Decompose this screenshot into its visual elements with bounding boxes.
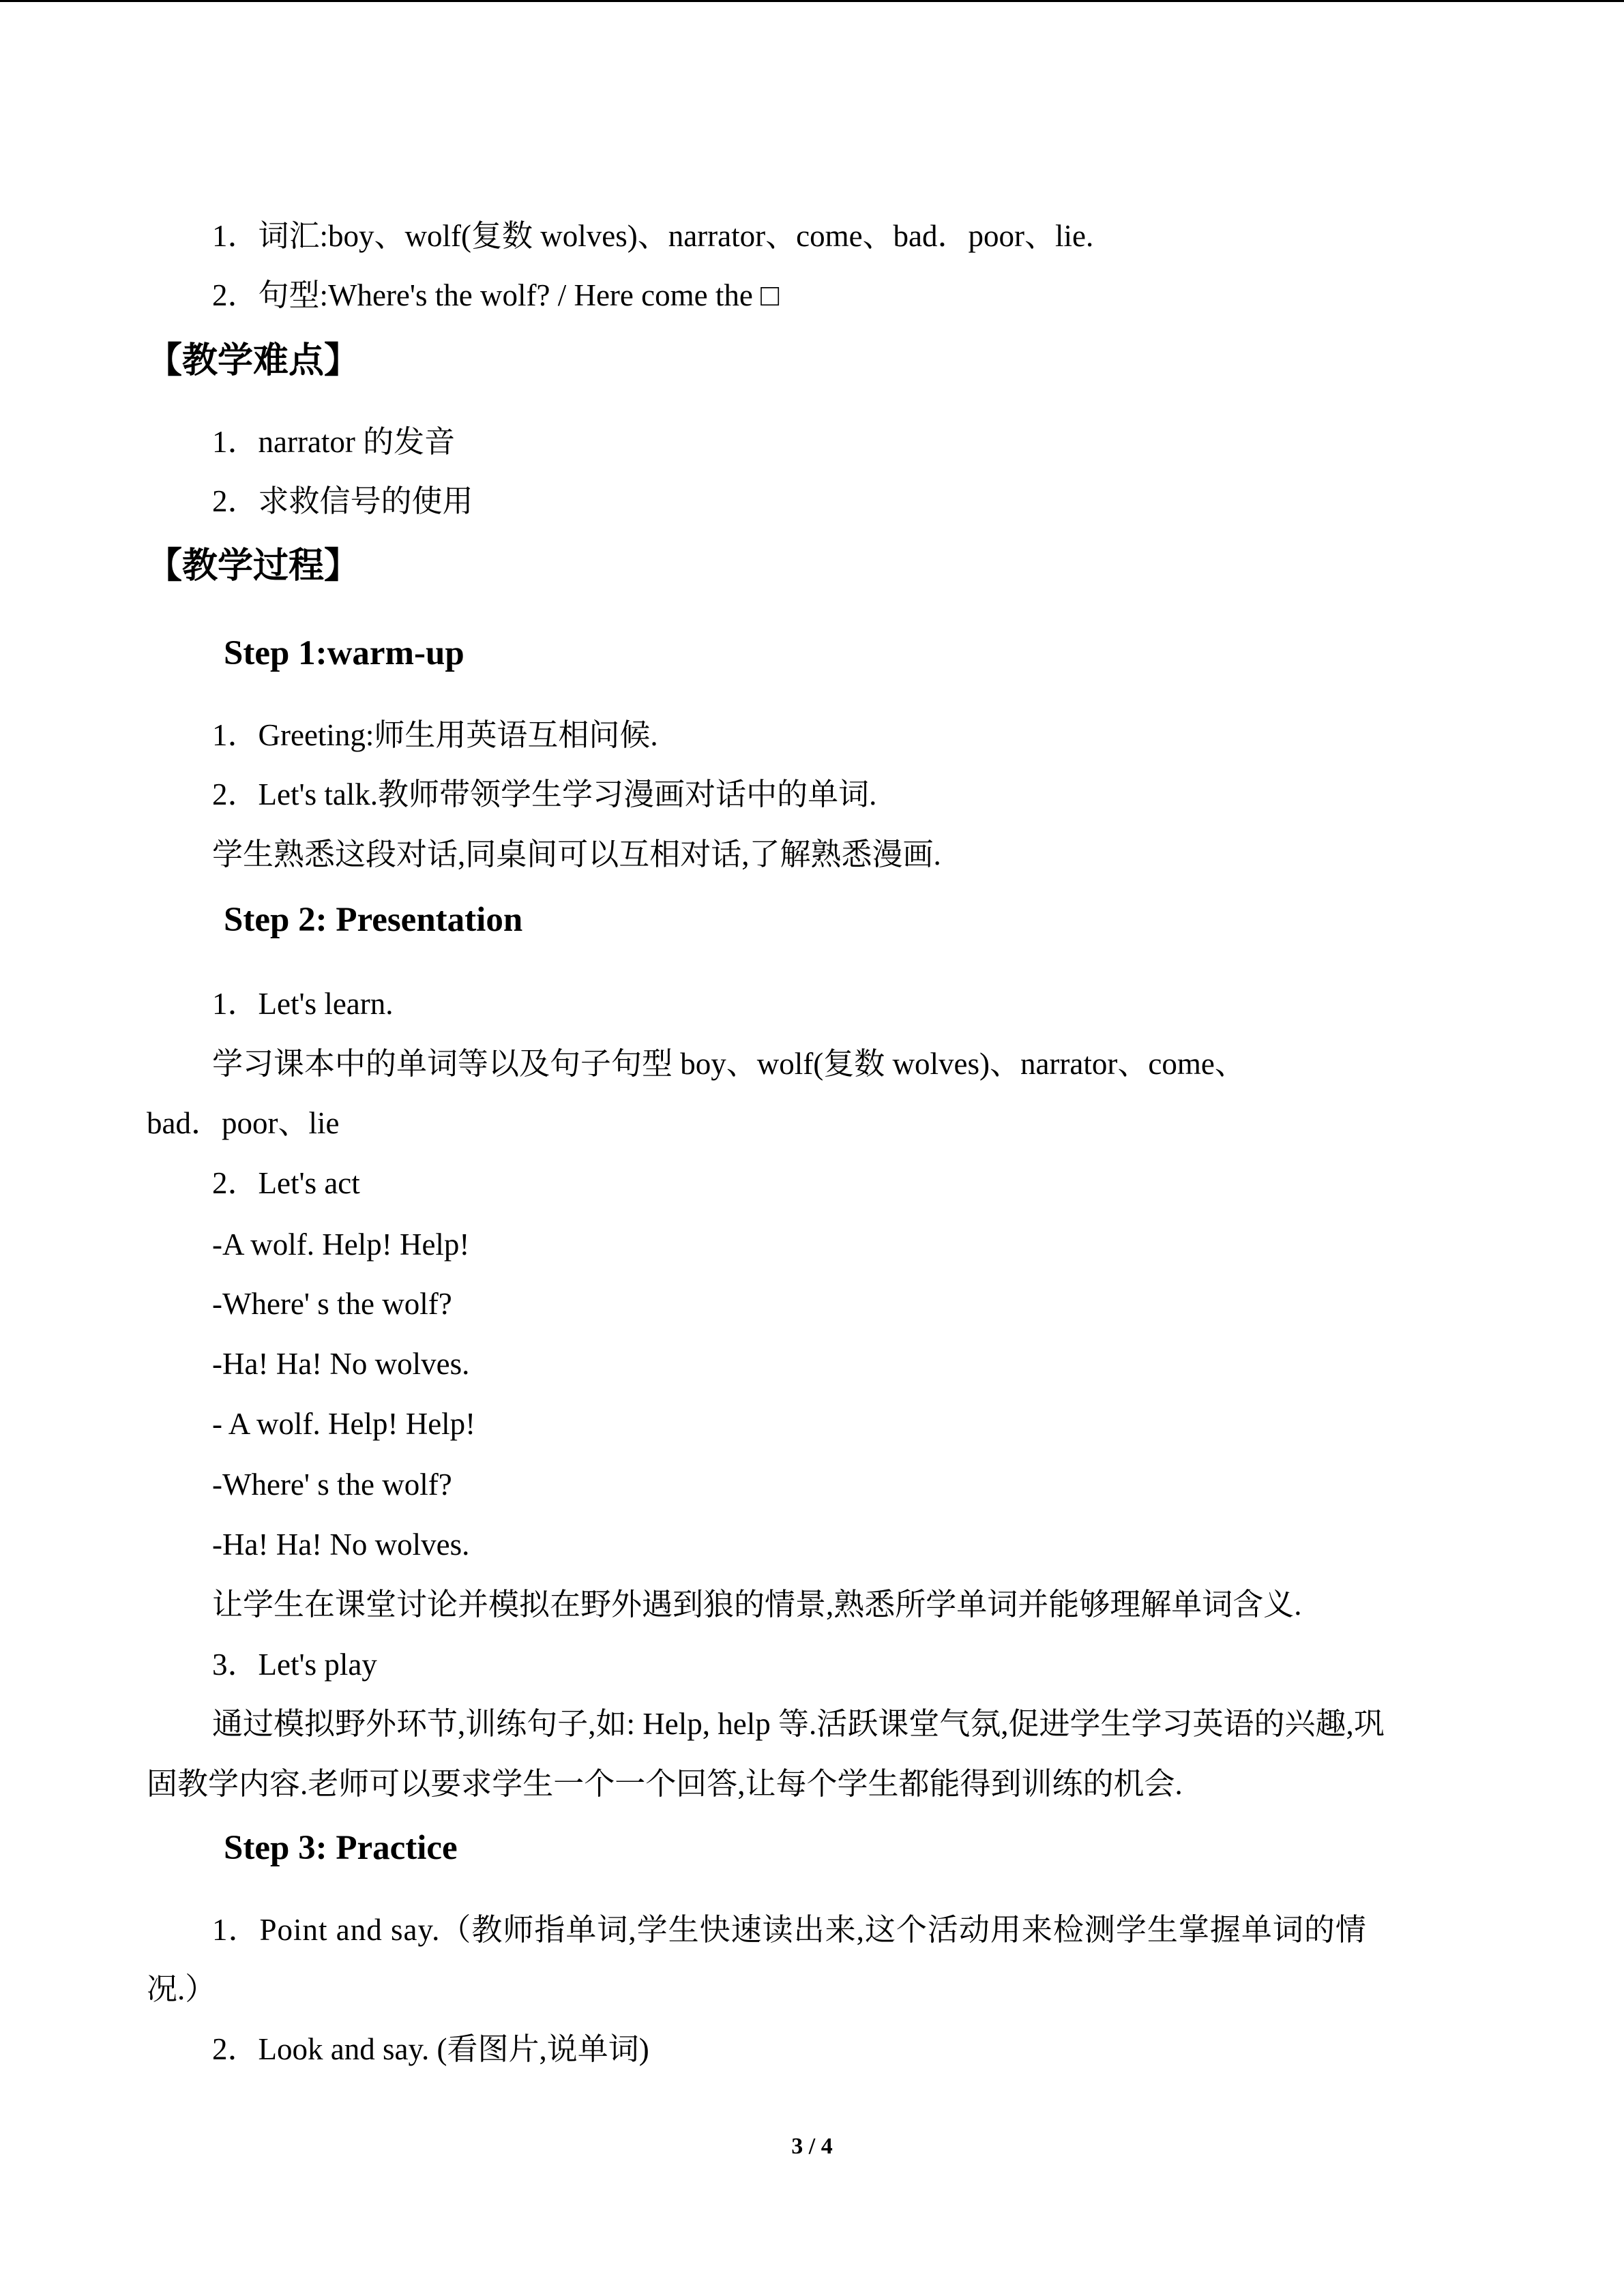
step2-act-desc: 让学生在课堂讨论并模拟在野外遇到狼的情景,熟悉所学单词并能够理解单词含义. — [212, 1587, 1302, 1622]
step3-title: Step 3: Practice — [224, 1829, 458, 1867]
step1-line: 2．Let's talk.教师带领学生学习漫画对话中的单词. — [212, 777, 877, 811]
process-heading: 【教学过程】 — [147, 546, 360, 586]
step2-learn: 1．Let's learn. — [212, 987, 394, 1021]
difficulty-item: 2．求救信号的使用 — [212, 484, 473, 518]
step2-play-desc-cont: 固教学内容.老师可以要求学生一个一个回答,让每个学生都能得到训练的机会. — [147, 1767, 1183, 1801]
page-number: 3 / 4 — [791, 2134, 833, 2159]
dialogue-line: -Ha! Ha! No wolves. — [212, 1527, 470, 1562]
dialogue-line: -Ha! Ha! No wolves. — [212, 1347, 470, 1381]
dialogue-line: -A wolf. Help! Help! — [212, 1227, 470, 1262]
top-border-rule — [0, 0, 1624, 2]
difficulty-item: 1．narrator 的发音 — [212, 425, 456, 459]
difficulty-heading: 【教学难点】 — [147, 340, 360, 381]
step1-line: 学生熟悉这段对话,同桌间可以互相对话,了解熟悉漫画. — [212, 837, 941, 871]
step3-point-cont: 况.） — [147, 1972, 216, 2006]
step2-play-desc: 通过模拟野外环节,训练句子,如: Help, help 等.活跃课堂气氛,促进学生学习英语的兴趣,巩 — [212, 1707, 1385, 1741]
step2-act: 2．Let's act — [212, 1166, 360, 1200]
step2-learn-desc-cont: bad．poor、lie — [147, 1106, 340, 1140]
dialogue-line: -Where' s the wolf? — [212, 1287, 452, 1321]
step3-point: 1．Point and say.（教师指单词,学生快速读出来,这个活动用来检测学生掌握单词的情 — [212, 1913, 1367, 1947]
dialogue-line: -Where' s the wolf? — [212, 1467, 452, 1502]
focus-vocab: 1．词汇:boy、wolf(复数 wolves)、narrator、come、bad．poor、lie. — [212, 219, 1094, 253]
step2-learn-desc: 学习课本中的单词等以及句子句型 boy、wolf(复数 wolves)、narrator、come、 — [212, 1047, 1245, 1081]
step1-line: 1．Greeting:师生用英语互相问候. — [212, 718, 658, 752]
step2-play: 3．Let's play — [212, 1648, 377, 1682]
step1-title: Step 1:warm-up — [224, 634, 464, 672]
step3-look: 2．Look and say. (看图片,说单词) — [212, 2032, 649, 2066]
focus-pattern: 2．句型:Where's the wolf? / Here come the □ — [212, 278, 780, 312]
step2-title: Step 2: Presentation — [224, 901, 523, 939]
dialogue-line: - A wolf. Help! Help! — [212, 1407, 476, 1441]
